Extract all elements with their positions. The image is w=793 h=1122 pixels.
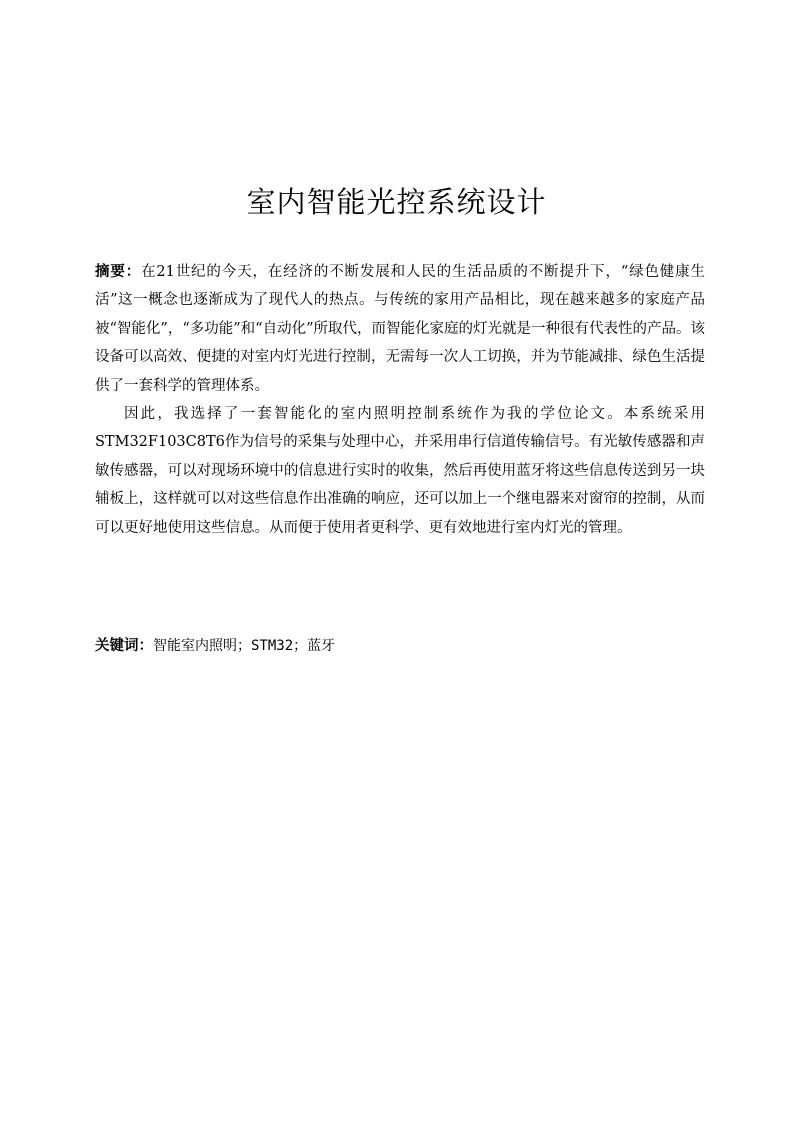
abstract-label: 摘要： [95, 264, 142, 280]
keywords-section [95, 632, 705, 660]
abstract-text-1: 在21世纪的今天，在经济的不断发展和人民的生活品质的不断提升下，“绿色健康生活”这一概念也逐渐成为了现代人的热点。与传统的家用产品相比，现在越来越多的家庭产品被“智能化”，“多功能”和“自动化”所取代，而智能化家庭的灯光就是一种很有代表性的产品。该设备可以高效、便捷的对室内灯光进行控制，无需每一次人工切换，并为节能减排、绿色生活提供了一套科学的管理体系。 [95, 264, 705, 394]
page-title: 室内智能光控系统设计 [246, 185, 547, 219]
abstract-paragraph-1 [95, 258, 705, 400]
keywords-label: 关键词： [95, 638, 153, 654]
keywords-value: 智能室内照明；STM32；蓝牙 [153, 638, 336, 654]
abstract-paragraph-2: 因此，我选择了一套智能化的室内照明控制系统作为我的学位论文。本系统采用STM32F103C8T6作为信号的采集与处理中心，并采用串行信道传输信号。有光敏传感器和声敏传感器，可以对现场环境中的信息进行实时的收集，然后再使用蓝牙将这些信息传送到另一块辅板上，这样就可以对这些信息作出准确的响应，还可以加上一个继电器来对窗帘的控制，从而可以更好地使用这些信息。从而便于使用者更科学、更有效地进行室内灯光的管理。 [95, 406, 705, 536]
abstract-section [95, 258, 705, 542]
